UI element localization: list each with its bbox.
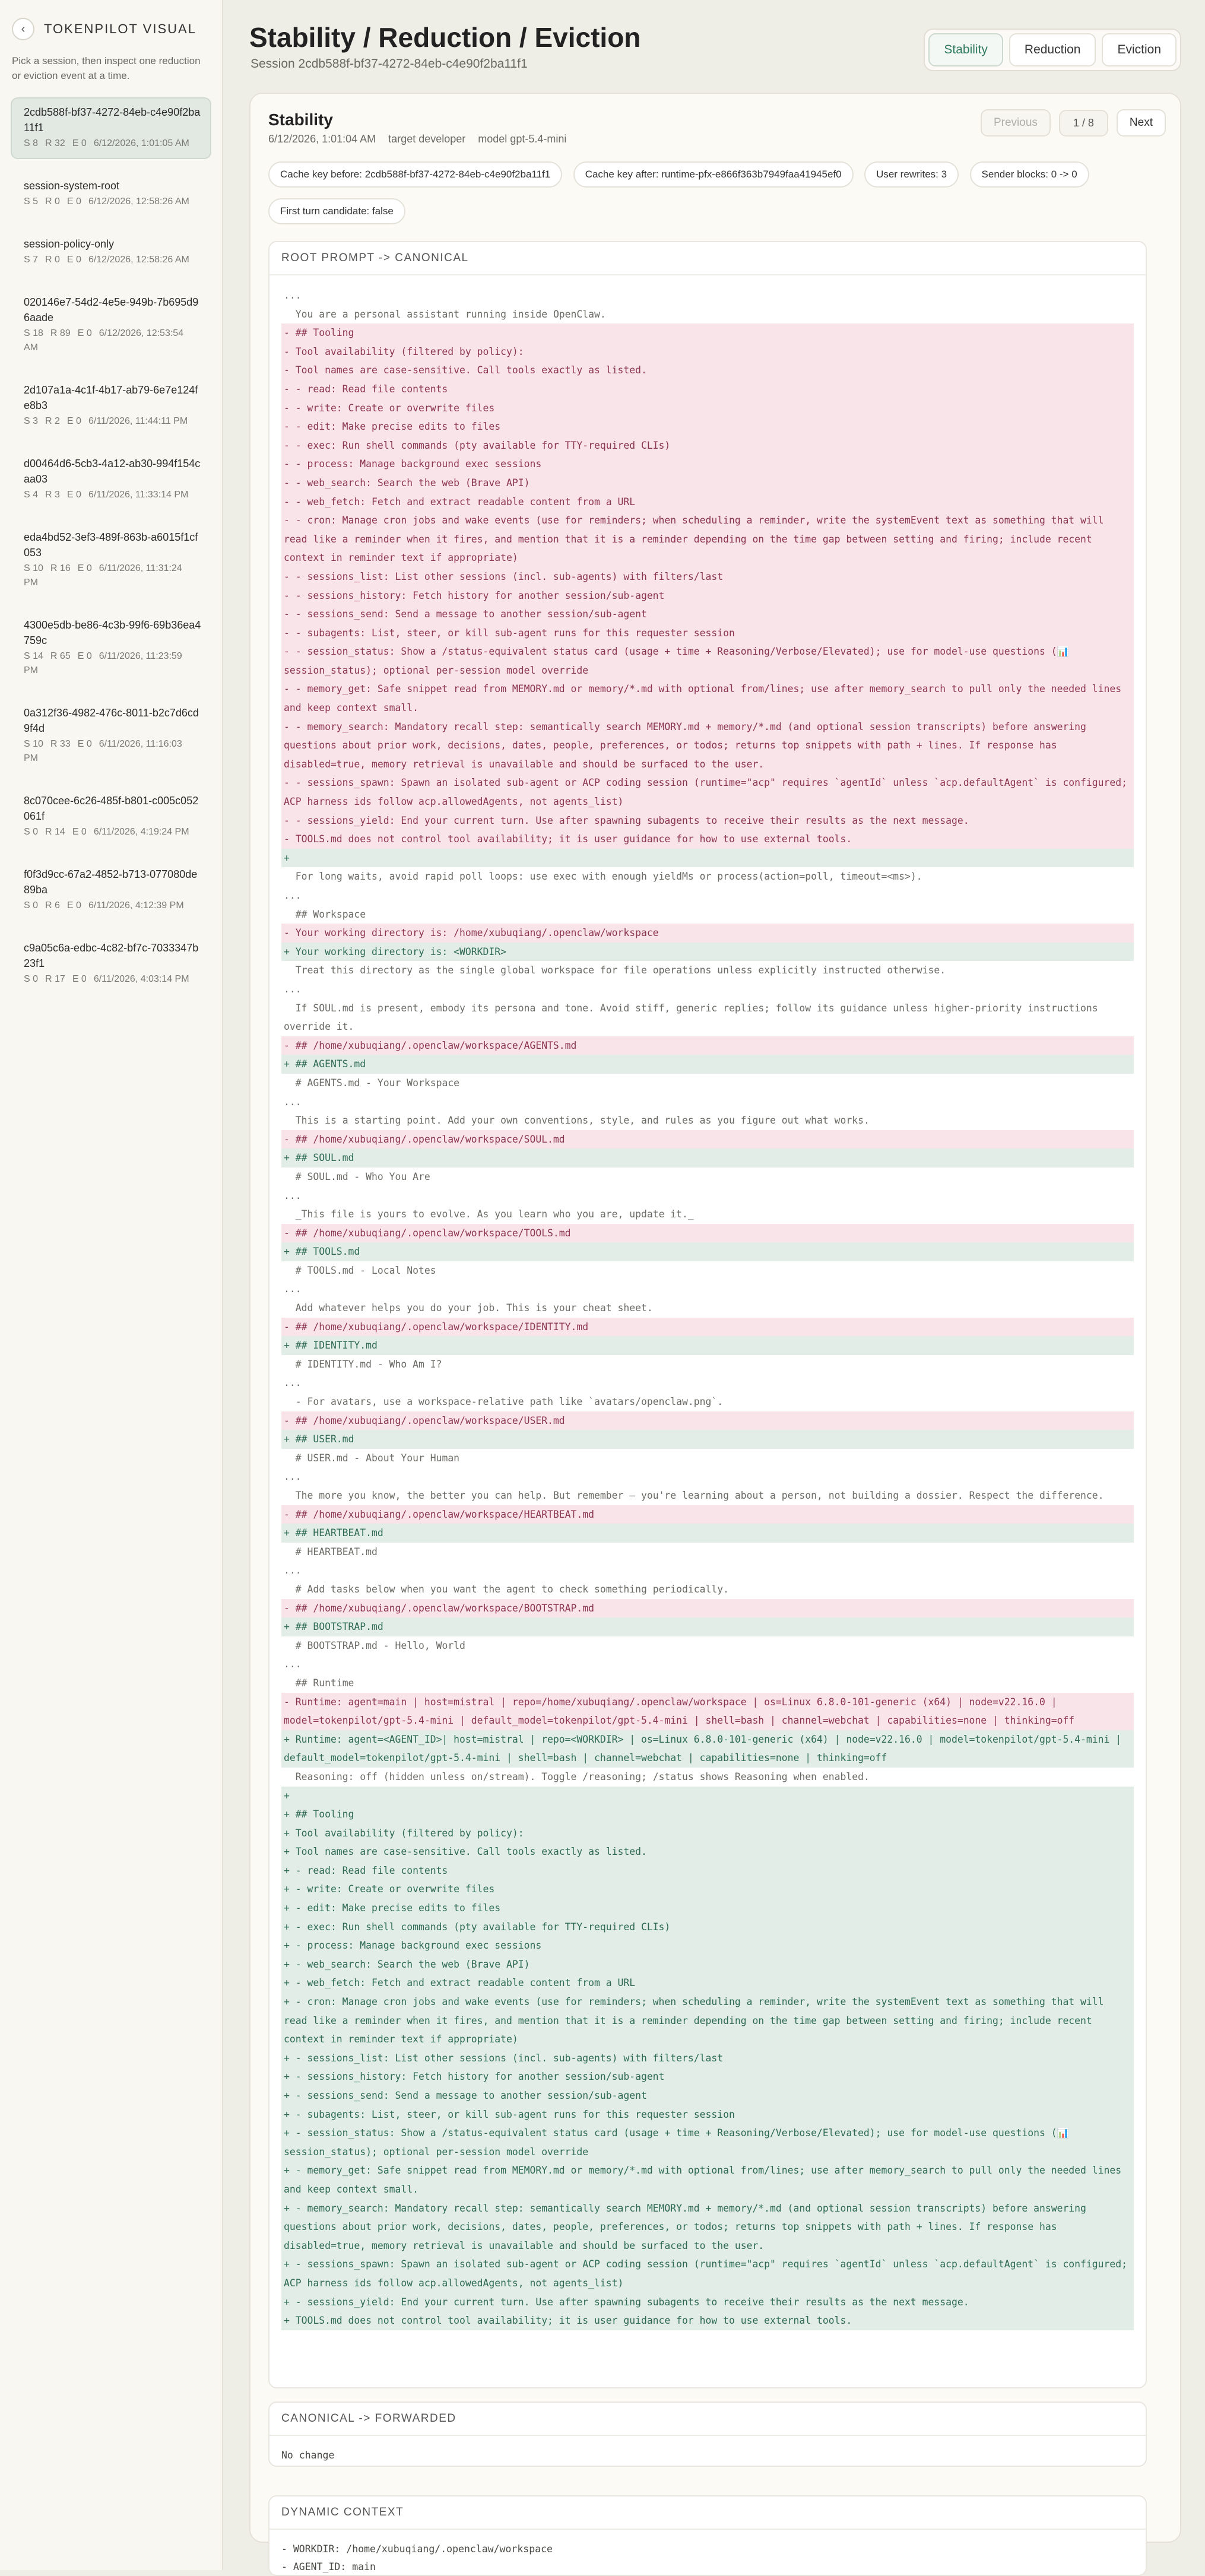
diff-added-line: + ## AGENTS.md	[281, 1055, 1134, 1074]
session-item[interactable]	[11, 933, 211, 995]
diff-context-line: ...	[284, 890, 302, 901]
session-item[interactable]	[11, 229, 211, 275]
session-stat-r: R 65	[50, 651, 71, 661]
session-item[interactable]	[11, 859, 211, 921]
session-stat-s: S 14	[24, 651, 43, 661]
diff-removed-line: - Tool names are case-sensitive. Call tools exactly as listed.	[281, 361, 1134, 380]
session-stat-r: R 17	[45, 974, 65, 984]
diff-added-line: + ## USER.md	[281, 1430, 1134, 1449]
session-stat-e: E 0	[66, 255, 81, 265]
session-stat-s: S 3	[24, 416, 39, 426]
event-meta	[268, 133, 576, 145]
session-id: 4300e5db-be86-4c3b-99f6-69b36ea4759c	[24, 619, 201, 646]
session-stat-r: R 33	[50, 739, 71, 749]
diff-context-line: Add whatever helps you do your job. This is your cheat sheet.	[284, 1302, 653, 1314]
diff-removed-line: - - web_search: Search the web (Brave API)	[281, 474, 1134, 493]
event-card	[249, 93, 1181, 2572]
diff-context-line: ...	[284, 1377, 302, 1389]
diff-context-line: ## Runtime	[284, 1677, 354, 1689]
diff-added-line: + - memory_search: Mandatory recall step: semantically search MEMORY.md + memory/*.md (and optional session transcripts) before answering questions about prior work, decisions, dates, people, preferences, or todos; returns top snippets with path + lines. If response has disabled=true, memory retrieval is unavailable and should be surfaced to the user.	[281, 2199, 1134, 2255]
session-stat-e: E 0	[77, 563, 92, 573]
diff-added-line: + - sessions_yield: End your current turn. Use after spawning subagents to receive their results as the next message.	[281, 2293, 1134, 2312]
event-target: target developer	[388, 133, 466, 145]
chip-cache-key-after: Cache key after: runtime-pfx-e866f363b7949faa41945ef0	[573, 161, 854, 188]
event-chips	[268, 161, 1159, 235]
diff-removed-line: - ## /home/xubuqiang/.openclaw/workspace/BOOTSTRAP.md	[281, 1599, 1134, 1618]
tab-eviction[interactable]: Eviction	[1102, 33, 1177, 66]
session-stat-s: S 10	[24, 563, 43, 573]
session-stats	[24, 649, 202, 678]
diff-removed-line: - - cron: Manage cron jobs and wake events (use for reminders; when scheduling a reminder, write the systemEvent text as something that will read like a reminder when it fires, and mention that it is a reminder depending on the time gap between setting and firing; include recent context in reminder text if appropriate)	[281, 511, 1134, 567]
diff-removed-line: - - memory_search: Mandatory recall step: semantically search MEMORY.md + memory/*.md (and optional session transcripts) before answering questions about prior work, decisions, dates, people, preferences, or todos; returns top snippets with path + lines. If response has disabled=true, memory retrieval is unavailable and should be surfaced to the user.	[281, 718, 1134, 774]
diff-context-line: # TOOLS.md - Local Notes	[284, 1264, 436, 1276]
session-item[interactable]	[11, 786, 211, 848]
diff-removed-line: - Tool availability (filtered by policy):	[281, 342, 1134, 361]
diff-removed-line: - ## Tooling	[281, 323, 1134, 342]
session-stat-s: S 0	[24, 974, 39, 984]
diff-context-line: _This file is yours to evolve. As you learn who you are, update it._	[284, 1208, 694, 1220]
session-item[interactable]	[11, 375, 211, 437]
diff-removed-line: - Runtime: agent=main | host=mistral | repo=/home/xubuqiang/.openclaw/workspace | os=Linux 6.8.0-101-generic (x64) | node=v22.16.0 | model=tokenpilot/gpt-5.4-mini | default_model=tokenpilot/gpt-5.4-mini | shell=bash | channel=webchat | capabilities=none | thinking=off	[281, 1693, 1134, 1730]
session-stat-time: 6/11/2026, 11:44:11 PM	[88, 416, 188, 426]
diff-added-line: + - sessions_history: Fetch history for another session/sub-agent	[281, 2067, 1134, 2086]
session-id: c9a05c6a-edbc-4c82-bf7c-7033347b23f1	[24, 942, 199, 969]
session-stats	[24, 195, 202, 209]
diff-context-line: ...	[284, 1283, 302, 1295]
session-id: session-policy-only	[24, 238, 115, 250]
session-item[interactable]	[11, 449, 211, 510]
main-content	[249, 0, 1181, 2572]
diff-context-line: You are a personal assistant running inside OpenClaw.	[284, 308, 606, 320]
diff-context-line: # BOOTSTRAP.md - Hello, World	[284, 1639, 465, 1651]
diff-removed-line: - - exec: Run shell commands (pty available for TTY-required CLIs)	[281, 436, 1134, 455]
diff-removed-line: - Your working directory is: /home/xubuqiang/.openclaw/workspace	[281, 924, 1134, 943]
event-title: Stability	[268, 110, 333, 129]
diff-context-line: ...	[284, 1658, 302, 1670]
diff-context-line: ...	[284, 290, 302, 301]
diff-added-line: + Tool availability (filtered by policy):	[281, 1824, 1134, 1843]
diff-context-line: Reasoning: off (hidden unless on/stream). Toggle /reasoning; /status shows Reasoning when enabled.	[284, 1771, 870, 1782]
event-counter: 1 / 8	[1059, 110, 1108, 137]
session-stat-r: R 6	[45, 900, 60, 911]
diff-removed-line: - - subagents: List, steer, or kill sub-agent runs for this requester session	[281, 624, 1134, 643]
session-stat-r: R 3	[45, 490, 60, 500]
diff-removed-line: - - web_fetch: Fetch and extract readable content from a URL	[281, 493, 1134, 512]
session-stat-time: 6/12/2026, 12:58:26 AM	[88, 255, 189, 265]
diff-added-line: + ## IDENTITY.md	[281, 1336, 1134, 1355]
page-header	[249, 0, 1181, 89]
session-stat-time: 6/12/2026, 12:58:26 AM	[88, 196, 189, 207]
diff-context-line: For long waits, avoid rapid poll loops: use exec with enough yieldMs or process(action=poll, timeout=<ms>).	[284, 871, 922, 883]
session-stats	[24, 972, 202, 986]
session-stat-s: S 8	[24, 138, 39, 148]
diff-removed-line: - ## /home/xubuqiang/.openclaw/workspace/HEARTBEAT.md	[281, 1505, 1134, 1524]
session-stat-s: S 7	[24, 255, 39, 265]
panel-title: ROOT PROMPT -> CANONICAL	[269, 242, 1146, 275]
sidebar-description: Pick a session, then inspect one reduction or eviction event at a time.	[12, 55, 201, 81]
session-stat-time: 6/11/2026, 11:23:59 PM	[24, 651, 182, 675]
tab-reduction[interactable]: Reduction	[1009, 33, 1096, 66]
session-stats	[24, 414, 202, 429]
diff-added-line: + - write: Create or overwrite files	[281, 1880, 1134, 1899]
session-id: 020146e7-54d2-4e5e-949b-7b695d96aade	[24, 296, 199, 323]
dynamic-line: - AGENT_ID: main	[281, 2561, 376, 2572]
chip-first-turn-candidate: First turn candidate: false	[268, 198, 405, 224]
diff-removed-line: - ## /home/xubuqiang/.openclaw/workspace/AGENTS.md	[281, 1036, 1134, 1055]
diff-added-line: + Your working directory is: <WORKDIR>	[281, 943, 1134, 962]
diff-context-line: - For avatars, use a workspace-relative path like `avatars/openclaw.png`.	[284, 1396, 724, 1408]
session-stat-r: R 32	[45, 138, 65, 148]
diff-added-line: + - web_fetch: Fetch and extract readable content from a URL	[281, 1974, 1134, 1993]
diff-added-line: + - read: Read file contents	[281, 1861, 1134, 1880]
session-stat-e: E 0	[66, 490, 81, 500]
diff-removed-line: - - write: Create or overwrite files	[281, 399, 1134, 418]
diff-added-line: + Tool names are case-sensitive. Call tools exactly as listed.	[281, 1842, 1134, 1861]
session-stat-r: R 14	[45, 827, 65, 837]
session-stat-time: 6/11/2026, 4:12:39 PM	[88, 900, 184, 911]
session-stat-time: 6/12/2026, 1:01:05 AM	[93, 138, 189, 148]
session-stat-time: 6/12/2026, 12:53:54 AM	[24, 328, 184, 353]
forwarded-body: No change	[281, 2450, 335, 2461]
session-stat-time: 6/11/2026, 11:31:24 PM	[24, 563, 182, 588]
next-button[interactable]: Next	[1117, 109, 1166, 137]
diff-removed-line: - - edit: Make precise edits to files	[281, 417, 1134, 436]
session-stat-s: S 0	[24, 900, 39, 911]
session-stat-e: E 0	[66, 416, 81, 426]
diff-added-line: + - session_status: Show a /status-equivalent status card (usage + time + Reasoning/Verbose/Elevated); use for model-use questions (📊 session_status); optional per-session model override	[281, 2124, 1134, 2161]
session-id: 2cdb588f-bf37-4272-84eb-c4e90f2ba11f1	[24, 106, 201, 134]
session-stats	[24, 737, 202, 766]
diff-view	[281, 286, 1134, 2330]
diff-added-line: + ## HEARTBEAT.md	[281, 1524, 1134, 1543]
diff-context-line: ...	[284, 1189, 302, 1201]
diff-added-line: + - web_search: Search the web (Brave API)	[281, 1955, 1134, 1974]
diff-removed-line: - - session_status: Show a /status-equivalent status card (usage + time + Reasoning/Verbose/Elevated); use for model-use questions (📊 session_status); optional per-session model override	[281, 642, 1134, 680]
diff-added-line: + - memory_get: Safe snippet read from MEMORY.md or memory/*.md with optional from/lines; use after memory_search to pull only the needed lines and keep context small.	[281, 2161, 1134, 2199]
diff-added-line: + - sessions_send: Send a message to another session/sub-agent	[281, 2086, 1134, 2105]
session-stat-time: 6/11/2026, 4:03:14 PM	[93, 974, 189, 984]
session-item[interactable]	[11, 97, 211, 159]
diff-added-line: + - sessions_list: List other sessions (incl. sub-agents) with filters/last	[281, 2049, 1134, 2068]
diff-context-line: ## Workspace	[284, 908, 366, 920]
back-button[interactable]	[12, 18, 34, 40]
diff-context-line: # IDENTITY.md - Who Am I?	[284, 1358, 442, 1370]
diff-removed-line: - TOOLS.md does not control tool availability; it is user guidance for how to use external tools.	[281, 830, 1134, 849]
diff-added-line: + ## Tooling	[281, 1805, 1134, 1824]
session-stat-r: R 0	[45, 255, 60, 265]
session-stats	[24, 825, 202, 839]
diff-added-line: + - cron: Manage cron jobs and wake events (use for reminders; when scheduling a reminder, write the systemEvent text as something that will read like a reminder when it fires, and mention that it is a reminder depending on the time gap between setting and firing; include recent context in reminder text if appropriate)	[281, 1993, 1134, 2049]
tab-stability[interactable]: Stability	[928, 33, 1003, 66]
diff-added-line: + - subagents: List, steer, or kill sub-agent runs for this requester session	[281, 2105, 1134, 2124]
diff-removed-line: - - sessions_send: Send a message to another session/sub-agent	[281, 605, 1134, 624]
panel-title: CANONICAL -> FORWARDED	[269, 2403, 1146, 2436]
diff-context-line: ...	[284, 1565, 302, 1576]
session-item[interactable]	[11, 610, 211, 686]
session-stats	[24, 137, 202, 151]
diff-added-line: + TOOLS.md does not control tool availability; it is user guidance for how to use external tools.	[281, 2311, 1134, 2330]
session-stat-time: 6/11/2026, 11:16:03 PM	[24, 739, 182, 763]
session-list	[0, 97, 222, 995]
diff-removed-line: - - sessions_history: Fetch history for another session/sub-agent	[281, 586, 1134, 605]
session-id: 0a312f36-4982-476c-8011-b2c7d6cd9f4d	[24, 707, 199, 734]
session-stat-s: S 10	[24, 739, 43, 749]
dynamic-context-panel	[268, 2495, 1147, 2576]
diff-added-line: + - process: Manage background exec sessions	[281, 1936, 1134, 1955]
diff-context-line: # Add tasks below when you want the agent to check something periodically.	[284, 1583, 729, 1595]
session-item[interactable]	[11, 287, 211, 363]
diff-context-line: ...	[284, 983, 302, 995]
session-stat-e: E 0	[72, 827, 87, 837]
session-stat-e: E 0	[77, 739, 92, 749]
session-stat-r: R 16	[50, 563, 71, 573]
diff-context-line: # SOUL.md - Who You Are	[284, 1170, 430, 1182]
session-stat-r: R 89	[50, 328, 71, 338]
session-stats	[24, 253, 202, 267]
diff-removed-line: - ## /home/xubuqiang/.openclaw/workspace/TOOLS.md	[281, 1224, 1134, 1243]
diff-added-line: + - sessions_spawn: Spawn an isolated sub-agent or ACP coding session (runtime="acp" requires `agentId` unless `acp.defaultAgent` is configured; ACP harness ids follow acp.allowedAgents, not agents_list)	[281, 2255, 1134, 2292]
session-stat-r: R 2	[45, 416, 60, 426]
session-stat-e: E 0	[72, 138, 87, 148]
sidebar	[0, 0, 223, 2570]
chip-sender-blocks: Sender blocks: 0 -> 0	[970, 161, 1089, 188]
diff-context-line: ...	[284, 1471, 302, 1483]
session-stat-s: S 0	[24, 827, 39, 837]
diff-removed-line: - - read: Read file contents	[281, 380, 1134, 399]
event-model: model gpt-5.4-mini	[478, 133, 567, 145]
session-label: Session 2cdb588f-bf37-4272-84eb-c4e90f2ba11f1	[250, 57, 528, 71]
panel-title: DYNAMIC CONTEXT	[269, 2496, 1146, 2530]
chevron-left-icon: ‹	[21, 22, 26, 36]
diff-removed-line: - ## /home/xubuqiang/.openclaw/workspace/USER.md	[281, 1411, 1134, 1430]
diff-context-line: ...	[284, 1096, 302, 1108]
session-stats	[24, 899, 202, 913]
event-timestamp: 6/12/2026, 1:01:04 AM	[268, 133, 376, 145]
diff-removed-line: - ## /home/xubuqiang/.openclaw/workspace/SOUL.md	[281, 1130, 1134, 1149]
view-tabs	[924, 28, 1181, 71]
session-stats	[24, 326, 202, 355]
session-item[interactable]	[11, 522, 211, 598]
diff-removed-line: - - sessions_list: List other sessions (incl. sub-agents) with filters/last	[281, 567, 1134, 586]
diff-added-line: +	[281, 849, 1134, 868]
session-stat-s: S 5	[24, 196, 39, 207]
session-stat-r: R 0	[45, 196, 60, 207]
previous-button[interactable]: Previous	[981, 109, 1051, 137]
diff-removed-line: - - process: Manage background exec sessions	[281, 455, 1134, 474]
diff-added-line: + ## BOOTSTRAP.md	[281, 1617, 1134, 1636]
dynamic-line: - WORKDIR: /home/xubuqiang/.openclaw/workspace	[281, 2543, 553, 2555]
diff-added-line: + ## SOUL.md	[281, 1149, 1134, 1168]
session-id: d00464d6-5cb3-4a12-ab30-994f154caa03	[24, 458, 201, 485]
diff-removed-line: - ## /home/xubuqiang/.openclaw/workspace/IDENTITY.md	[281, 1318, 1134, 1337]
diff-context-line: # HEARTBEAT.md	[284, 1546, 378, 1557]
chip-cache-key-before: Cache key before: 2cdb588f-bf37-4272-84eb-c4e90f2ba11f1	[268, 161, 562, 188]
forwarded-panel	[268, 2401, 1147, 2467]
diff-added-line: + Runtime: agent=<AGENT_ID>| host=mistral | repo=<WORKDIR> | os=Linux 6.8.0-101-generic (x64) | node=v22.16.0 | model=tokenpilot/gpt-5.4-mini | default_model=tokenpilot/gpt-5.4-mini | shell=bash | channel=webchat | capabilities=none | thinking=off	[281, 1730, 1134, 1768]
diff-context-line: The more you know, the better you can help. But remember — you're learning about a person, not building a dossier. Respect the difference.	[284, 1490, 1104, 1501]
event-pager	[972, 109, 1166, 137]
session-stat-time: 6/11/2026, 4:19:24 PM	[93, 827, 189, 837]
session-stat-s: S 4	[24, 490, 39, 500]
chip-user-rewrites: User rewrites: 3	[864, 161, 959, 188]
session-stats	[24, 561, 202, 590]
diff-removed-line: - - memory_get: Safe snippet read from MEMORY.md or memory/*.md with optional from/lines; use after memory_search to pull only the needed lines and keep context small.	[281, 680, 1134, 717]
session-item[interactable]	[11, 698, 211, 774]
session-id: eda4bd52-3ef3-489f-863b-a6015f1cf053	[24, 531, 198, 559]
app-title: TOKENPILOT VISUAL	[44, 21, 196, 36]
diff-removed-line: - - sessions_yield: End your current turn. Use after spawning subagents to receive their results as the next message.	[281, 811, 1134, 830]
session-id: 8c070cee-6c26-485f-b801-c005c052061f	[24, 795, 199, 822]
sidebar-header	[0, 0, 222, 40]
diff-context-line: If SOUL.md is present, embody its persona and tone. Avoid stiff, generic replies; follow its guidance unless higher-priority instructions override it.	[284, 1002, 1104, 1033]
diff-added-line: +	[281, 1787, 1134, 1806]
diff-added-line: + - edit: Make precise edits to files	[281, 1899, 1134, 1918]
session-stat-e: E 0	[72, 974, 87, 984]
diff-context-line: # USER.md - About Your Human	[284, 1452, 460, 1464]
diff-context-line: # AGENTS.md - Your Workspace	[284, 1077, 460, 1089]
session-stat-s: S 18	[24, 328, 43, 338]
diff-context-line: This is a starting point. Add your own conventions, style, and rules as you figure out what works.	[284, 1115, 870, 1127]
session-stat-e: E 0	[66, 900, 81, 911]
diff-context-line: Treat this directory as the single global workspace for file operations unless explicitly instructed otherwise.	[284, 965, 946, 976]
diff-added-line: + ## TOOLS.md	[281, 1242, 1134, 1261]
page-title: Stability / Reduction / Eviction	[249, 22, 641, 53]
session-item[interactable]	[11, 171, 211, 217]
session-id: session-system-root	[24, 180, 120, 192]
session-stat-e: E 0	[66, 196, 81, 207]
session-id: 2d107a1a-4c1f-4b17-ab79-6e7e124fe8b3	[24, 384, 198, 411]
session-stat-time: 6/11/2026, 11:33:14 PM	[88, 490, 189, 500]
session-stat-e: E 0	[77, 328, 92, 338]
session-stats	[24, 488, 202, 502]
diff-removed-line: - - sessions_spawn: Spawn an isolated sub-agent or ACP coding session (runtime="acp" requires `agentId` unless `acp.defaultAgent` is configured; ACP harness ids follow acp.allowedAgents, not agents_list)	[281, 773, 1134, 811]
session-stat-e: E 0	[77, 651, 92, 661]
session-id: f0f3d9cc-67a2-4852-b713-077080de89ba	[24, 868, 198, 896]
root-prompt-panel	[268, 241, 1147, 2388]
diff-added-line: + - exec: Run shell commands (pty available for TTY-required CLIs)	[281, 1918, 1134, 1937]
